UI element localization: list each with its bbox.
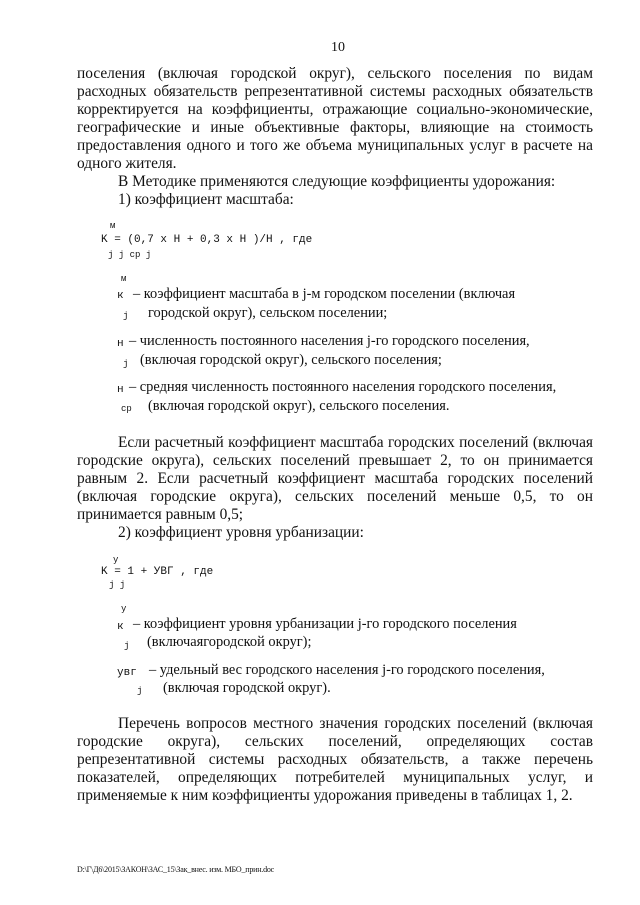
def-line: – коэффициент уровня урбанизации j-го городского поселения xyxy=(133,616,517,632)
text-line: географические и иные объективные факторы, влияющие на стоимость xyxy=(77,119,593,136)
page-number: 10 xyxy=(331,40,345,55)
text-line: одного жителя. xyxy=(77,155,177,172)
def-line: (включая городской округ). xyxy=(163,680,331,696)
def-symbol: н xyxy=(117,384,124,396)
def-superscript: м xyxy=(121,274,127,284)
formula-main: K = 1 + УВГ , где xyxy=(101,566,214,578)
def-subscript: j xyxy=(124,641,130,651)
def-line: – средняя численность постоянного населения городского поселения, xyxy=(129,379,557,395)
text-line: применяемые к ним коэффициенты удорожания приведены в таблицах 1, 2. xyxy=(77,787,573,804)
def-symbol: к xyxy=(117,621,124,633)
def-line: – численность постоянного населения j-го городского поселения, xyxy=(129,333,530,349)
text-line: городские округа), сельских поселений, определяющих состав xyxy=(77,733,593,750)
text-line: расходных обязательств репрезентативной системы расходных обязательств xyxy=(77,83,593,100)
formula-main: K = (0,7 x H + 0,3 x H )/H , где xyxy=(101,234,313,246)
text-line: показателей, определяющих потребителей муниципальных услуг, и xyxy=(77,769,593,786)
def-superscript: у xyxy=(121,604,127,614)
def-subscript: j xyxy=(123,359,129,369)
def-line: (включая городской округ), сельского поселения; xyxy=(140,352,442,368)
def-line: (включая городской округ), сельского поселения. xyxy=(148,398,450,414)
def-subscript: ср xyxy=(121,404,132,414)
formula-superscript: м xyxy=(110,221,116,231)
def-line: (включаягородской округ); xyxy=(147,634,312,650)
text-line: городские округа), сельских поселений превышает 2, то он принимается xyxy=(77,452,593,469)
def-subscript: j xyxy=(137,686,143,696)
text-line: репрезентативной системы расходных обязательств, а также перечень xyxy=(77,751,593,768)
def-line: – удельный вес городского населения j-го городского поселения, xyxy=(149,662,545,678)
item1-heading: 1) коэффициент масштаба: xyxy=(118,191,294,208)
formula-subscripts: j j xyxy=(109,580,126,590)
def-symbol: н xyxy=(117,338,124,350)
text-line: Перечень вопросов местного значения городских поселений (включая xyxy=(118,715,593,732)
def-line: – коэффициент масштаба в j-м городском поселении (включая xyxy=(133,286,516,302)
text-line: Если расчетный коэффициент масштаба городских поселений (включая xyxy=(118,434,593,451)
item2-heading: 2) коэффициент уровня урбанизации: xyxy=(118,524,364,541)
formula-superscript: у xyxy=(113,555,119,565)
def-line: городской округ), сельском поселении; xyxy=(148,305,388,321)
text-line: равным 2. Если расчетный коэффициент масштаба городских поселений xyxy=(77,470,593,487)
text-line: предоставления одного и того же объема муниципальных услуг в расчете на xyxy=(77,137,593,154)
footer-file-path: D:\Г\Д6\2015\ЗАКОН\ЗАС_15\Зак_внес. изм. МБО_прин.doc xyxy=(77,865,275,874)
text-line: поселения (включая городской округ), сельского поселения по видам xyxy=(77,65,593,82)
def-symbol: увг xyxy=(117,667,137,679)
methodology-line: В Методике применяются следующие коэффициенты удорожания: xyxy=(118,173,556,190)
formula-subscripts: j j ср j xyxy=(108,250,152,260)
def-subscript: j xyxy=(123,311,129,321)
text-line: (включая городские округа), сельских поселений меньше 0,5, то он xyxy=(77,488,593,505)
text-line: корректируется на коэффициенты, отражающие социально-экономические, xyxy=(77,101,593,118)
def-symbol: к xyxy=(117,290,124,302)
text-line: принимается равным 0,5; xyxy=(77,506,244,523)
